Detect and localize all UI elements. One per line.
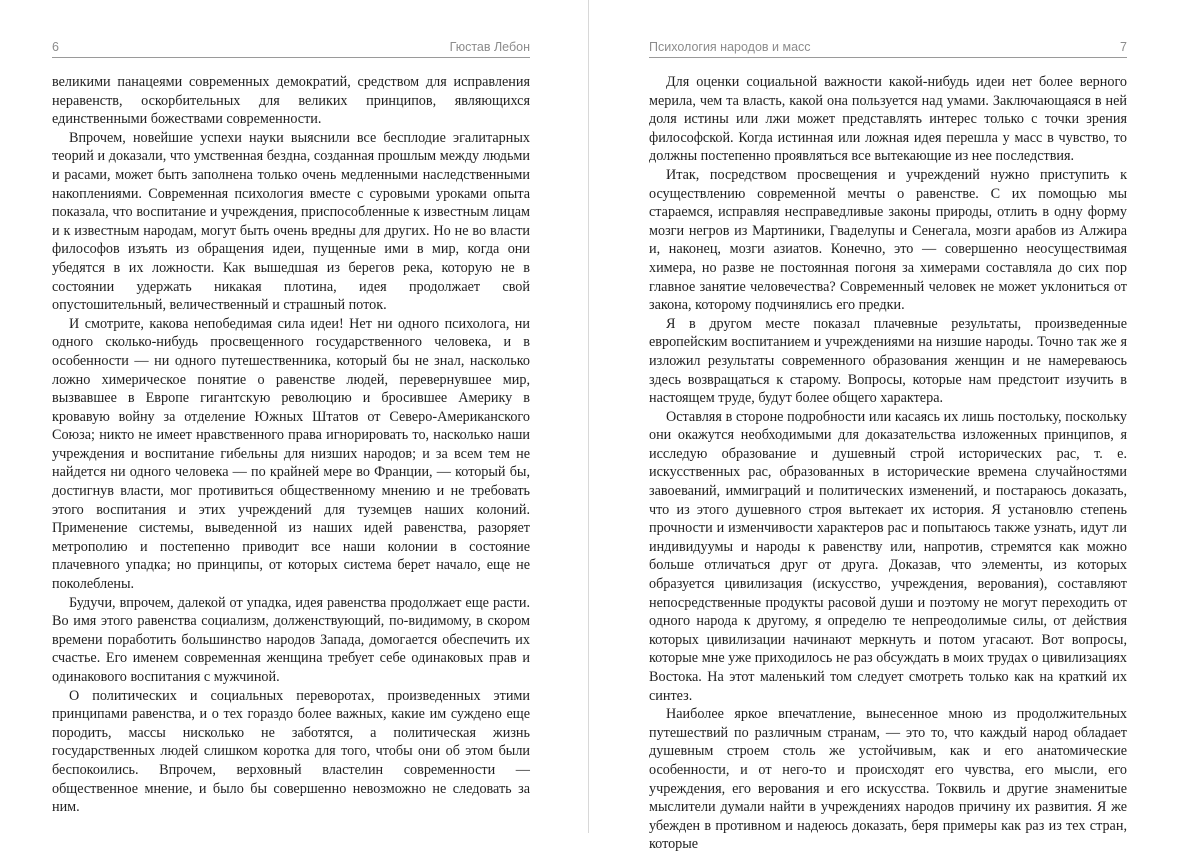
right-page-body: [649, 73, 1127, 854]
right-page-header: [649, 40, 1127, 58]
paragraph: Оставляя в стороне подробности или касаясь их лишь постольку, поскольку они окажутся необходимыми для доказательства изложенных принципов, я исследую образование и душевный строй исторических рас, т. е. искусственных рас, образованных в исторические времена случайностями завоеваний, иммиграций и политических изменений, и постараюсь доказать, что из этого душевного строя вытекает их история. Я установлю степень прочности и изменчивости характеров рас и попытаюсь также узнать, идут ли индивидуумы и народы к равенству или, напротив, стремятся как можно больше отличаться друг от друга. Доказав, что элементы, из которых образуется цивилизация (искусство, учреждения, верования), составляют непосредственные продукты расовой души и поэтому не могут переходить от одного народа к другому, я определю те непреодолимые силы, от действия которых цивилизации начинают меркнуть и потом угасают. Вот вопросы, которые мне уже приходилось не раз обсуждать в моих трудах о цивилизациях Востока. На этот маленький том следует смотреть только как на краткий их синтез.: [649, 408, 1127, 704]
running-head-title: Психология народов и масс: [649, 40, 811, 54]
paragraph: Наиболее яркое впечатление, вынесенное мною из продолжительных путешествий по различным странам, — это то, что каждый народ обладает душевным строем столь же устойчивым, как и его анатомические особенности, и от него-то и происходят его чувства, его мысли, его учреждения, его верования и его искусства. Токвиль и другие знаменитые мыслители думали найти в учреждениях народов причину их развития. Я же убежден в противном и надеюсь доказать, беря примеры как раз из тех стран, которые: [649, 706, 1127, 853]
paragraph: Для оценки социальной важности какой-нибудь идеи нет более верного мерила, чем та власть, какой она пользуется над умами. Заключающаяся в ней доля истины или лжи может представлять интерес только с точки зрения философской. Когда истинная или ложная идея перешла у масс в чувство, то должны постепенно проявляться все вытекающие из нее последствия.: [649, 74, 1127, 165]
page-number: 6: [52, 40, 59, 54]
paragraph: Итак, посредством просвещения и учреждений нужно приступить к осуществлению современной мечты о равенстве. С их помощью мы стараемся, исправляя несправедливые законы природы, отлить в одну форму мозги негров из Мартиники, Гваделупы и Сенегала, мозги арабов из Алжира и, наконец, мозги азиатов. Конечно, это — совершенно неосуществимая химера, но разве не постоянная погоня за химерами составляла до сих пор главное занятие человечества? Современный человек не может уклониться от закона, которому подчинялись его предки.: [649, 166, 1127, 314]
page-number: 7: [1120, 40, 1127, 54]
running-head-author: Гюстав Лебон: [449, 40, 530, 54]
left-page: [0, 0, 588, 833]
left-page-body: [52, 73, 530, 817]
paragraph: И смотрите, какова непобедимая сила идеи! Нет ни одного психолога, ни одного сколько-нибудь просвещенного государственного человека, и в особенности — ни одного путешественника, который бы не знал, насколько ложно химерическое понятие о равенстве людей, перевернувшее мир, вызвавшее в Европе гигантскую революцию и бросившее Америку в кровавую войну за отделение Южных Штатов от Северо-Американского Союза; никто не имеет нравственного права игнорировать то, насколько наши учреждения и воспитание гибельны для низших народов; и за всем тем не найдется ни одного человека — по крайней мере во Франции, — который бы, достигнув власти, мог противиться общественному мнению и не требовать этого воспитания и этих учреждений для туземцев наших колоний. Применение системы, выведенной из наших идей равенства, разоряет метрополию и постепенно приводит все наши колонии в состояние плачевного упадка; но принципы, от которых система берет начало, еще не поколеблены.: [52, 315, 530, 593]
paragraph: великими панацеями современных демократий, средством для исправления неравенств, оскорбительных для великих принципов, являющихся единственными божествами современности.: [52, 74, 530, 128]
paragraph: Я в другом месте показал плачевные результаты, произведенные европейским воспитанием и учреждениями на низшие народы. Точно так же я изложил результаты современного образования женщин и не намереваюсь здесь возвращаться к старому. Вопросы, которые нам предстоит изучить в настоящем труде, будут более общего характера.: [649, 315, 1127, 407]
paragraph: Будучи, впрочем, далекой от упадка, идея равенства продолжает еще расти. Во имя этого равенства социализм, долженствующий, по-видимому, в скором времени поработить большинство народов Запада, домогается обеспечить их счастье. Его именем современная женщина требует себе одинаковых прав и одинакового воспитания с мужчиной.: [52, 594, 530, 685]
right-page: [589, 0, 1177, 853]
left-page-header: [52, 40, 530, 58]
paragraph: Впрочем, новейшие успехи науки выяснили все бесплодие эгалитарных теорий и доказали, что умственная бездна, созданная прошлым между людьми и расами, может быть заполнена только очень медленными наследственными накоплениями. Современная психология вместе с суровыми уроками опыта показала, что воспитание и учреждения, приспособленные к известным лицам и к известным народам, могут быть очень вредны для других. Но не во власти философов изъять из обращения идеи, пущенные ими в мир, когда они убедятся в их ложности. Как вышедшая из берегов река, которую не в состоянии удержать никакая плотина, идея продолжает свой опустошительный, величественный и страшный поток.: [52, 129, 530, 314]
paragraph: О политических и социальных переворотах, произведенных этими принципами равенства, и о тех гораздо более важных, какие им суждено еще породить, массы нисколько не заботятся, а политическая жизнь государственных людей слишком коротка для того, чтобы они об этом были беспокоились. Впрочем, верховный властелин современности — общественное мнение, и было бы совершенно невозможно не следовать за ним.: [52, 687, 530, 816]
